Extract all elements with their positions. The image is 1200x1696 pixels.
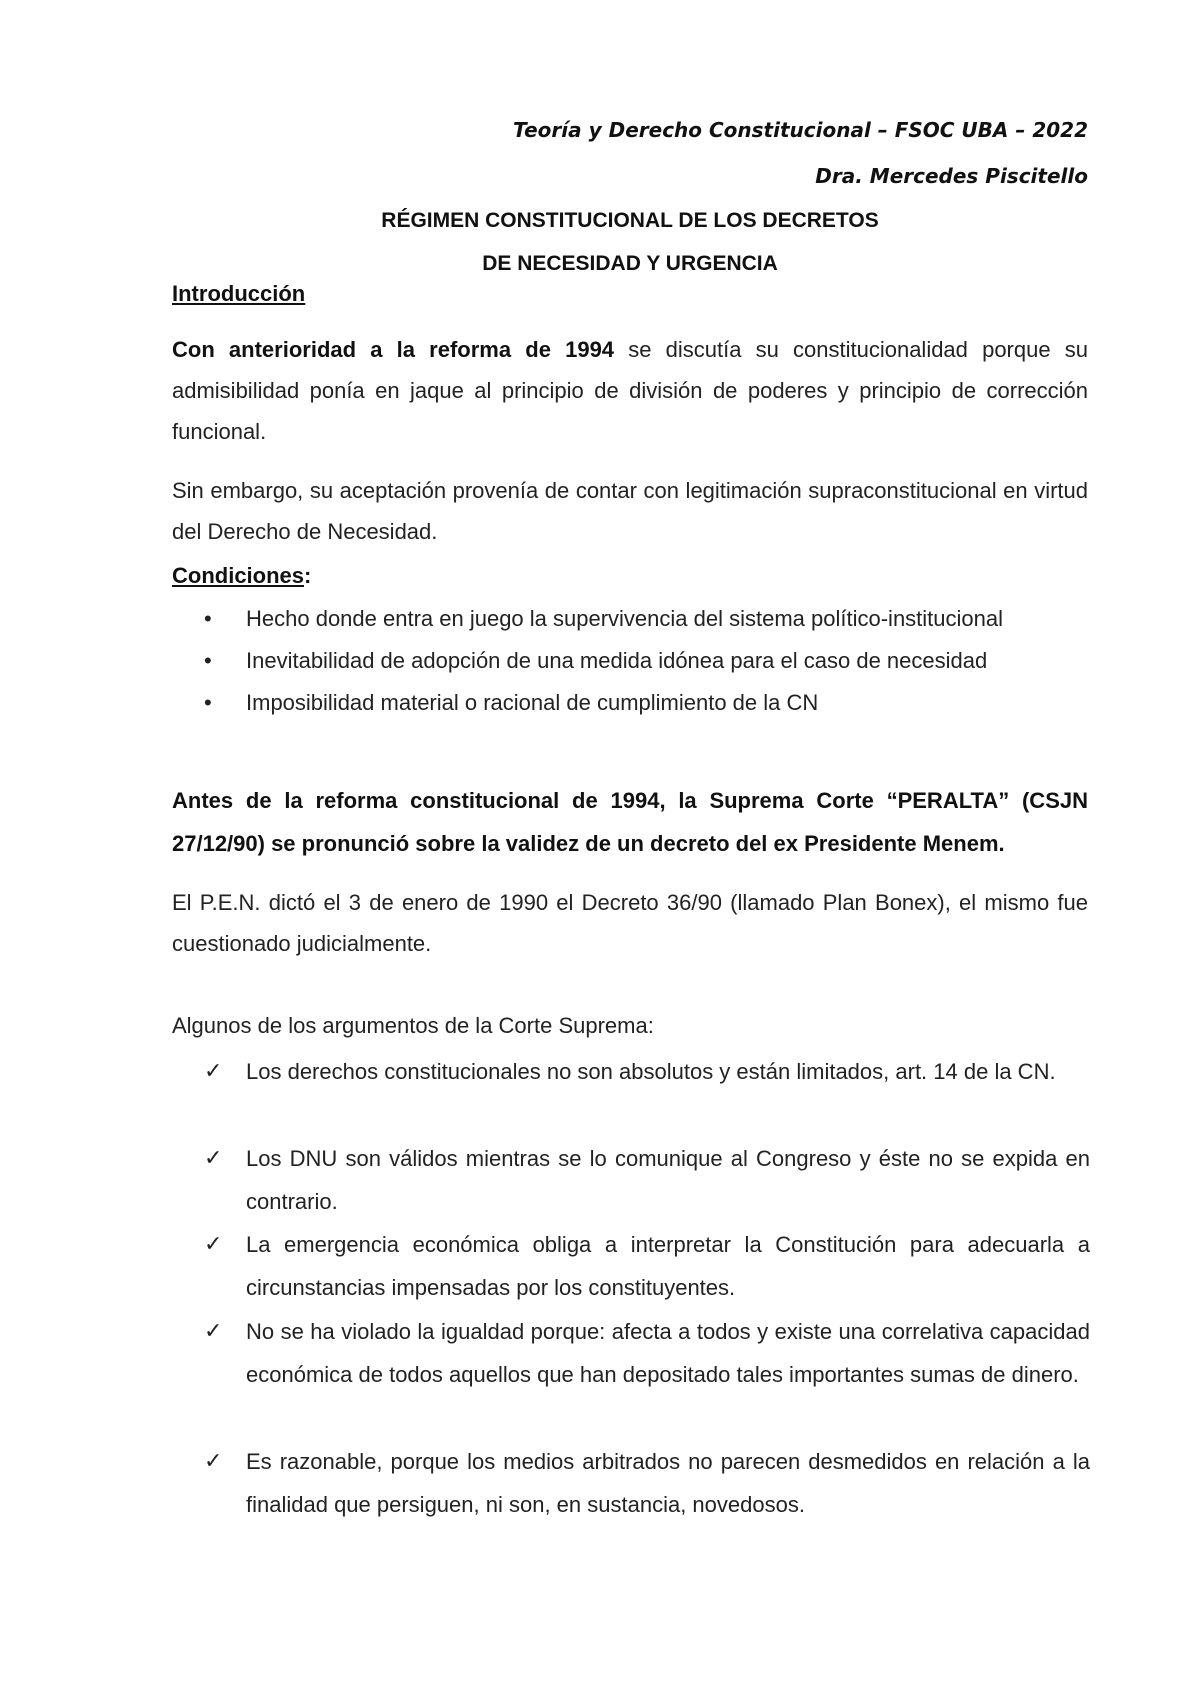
condition-text: Hecho donde entra en juego la supervivencia del sistema político-institucional	[246, 606, 1004, 631]
argument-item	[204, 1310, 1090, 1396]
intro-paragraph-1	[172, 329, 1088, 452]
condition-text: Inevitabilidad de adopción de una medida idónea para el caso de necesidad	[246, 648, 988, 673]
condition-text: Imposibilidad material o racional de cumplimiento de la CN	[246, 690, 819, 715]
argument-text: Los derechos constitucionales no son absolutos y están limitados, art. 14 de la CN.	[246, 1059, 1056, 1084]
condition-item	[204, 690, 818, 716]
argument-item	[204, 1440, 1090, 1526]
bullet-icon: •	[204, 648, 212, 673]
conditions-heading-row	[172, 563, 311, 589]
argument-text: Los DNU son válidos mientras se lo comunique al Congreso y éste no se expida en contrario.	[246, 1146, 1090, 1214]
intro-paragraph-1-rest: se discutía su constitucionalidad porque su admisibilidad ponía en jaque al principio de división de poderes y principio de corrección funcional.	[172, 337, 1088, 444]
argument-item	[204, 1223, 1090, 1309]
check-icon: ✓	[204, 1232, 223, 1257]
title-line-2: DE NECESIDAD Y URGENCIA	[482, 252, 778, 275]
header-course: Teoría y Derecho Constitucional – FSOC UBA – 2022	[513, 118, 1088, 142]
conditions-heading: Condiciones	[172, 563, 305, 588]
intro-paragraph-1-bold: Con anterioridad a la reforma de 1994	[172, 337, 615, 362]
title-line-1: RÉGIMEN CONSTITUCIONAL DE LOS DECRETOS	[381, 209, 879, 232]
intro-paragraph-2: Sin embargo, su aceptación provenía de contar con legitimación supraconstitucional en virtud del Derecho de Necesidad.	[172, 478, 1088, 544]
argument-item	[204, 1137, 1090, 1223]
intro-heading: Introducción	[172, 281, 306, 306]
peralta-paragraph: El P.E.N. dictó el 3 de enero de 1990 el Decreto 36/90 (llamado Plan Bonex), el mismo fue cuestionado judicialmente.	[172, 890, 1088, 956]
check-icon: ✓	[204, 1449, 223, 1474]
check-icon: ✓	[204, 1146, 223, 1171]
arguments-intro: Algunos de los argumentos de la Corte Suprema:	[172, 1013, 654, 1038]
bullet-icon: •	[204, 606, 212, 631]
argument-text: No se ha violado la igualdad porque: afecta a todos y existe una correlativa capacidad económica de todos aquellos que han depositado tales importantes sumas de dinero.	[246, 1319, 1090, 1387]
argument-text: La emergencia económica obliga a interpretar la Constitución para adecuarla a circunstancias impensadas por los constituyentes.	[246, 1232, 1090, 1300]
argument-item	[204, 1050, 1090, 1093]
conditions-colon: :	[304, 563, 312, 588]
check-icon: ✓	[204, 1319, 223, 1344]
header-author: Dra. Mercedes Piscitello	[815, 164, 1088, 188]
bullet-icon: •	[204, 690, 212, 715]
condition-item	[204, 606, 1003, 632]
argument-text: Es razonable, porque los medios arbitrados no parecen desmedidos en relación a la finalidad que persiguen, ni son, en sustancia, novedosos.	[246, 1449, 1090, 1517]
peralta-heading: Antes de la reforma constitucional de 1994, la Suprema Corte “PERALTA” (CSJN 27/12/90) se pronunció sobre la validez de un decreto del ex Presidente Menem.	[172, 788, 1088, 856]
condition-item	[204, 648, 987, 674]
check-icon: ✓	[204, 1059, 223, 1084]
